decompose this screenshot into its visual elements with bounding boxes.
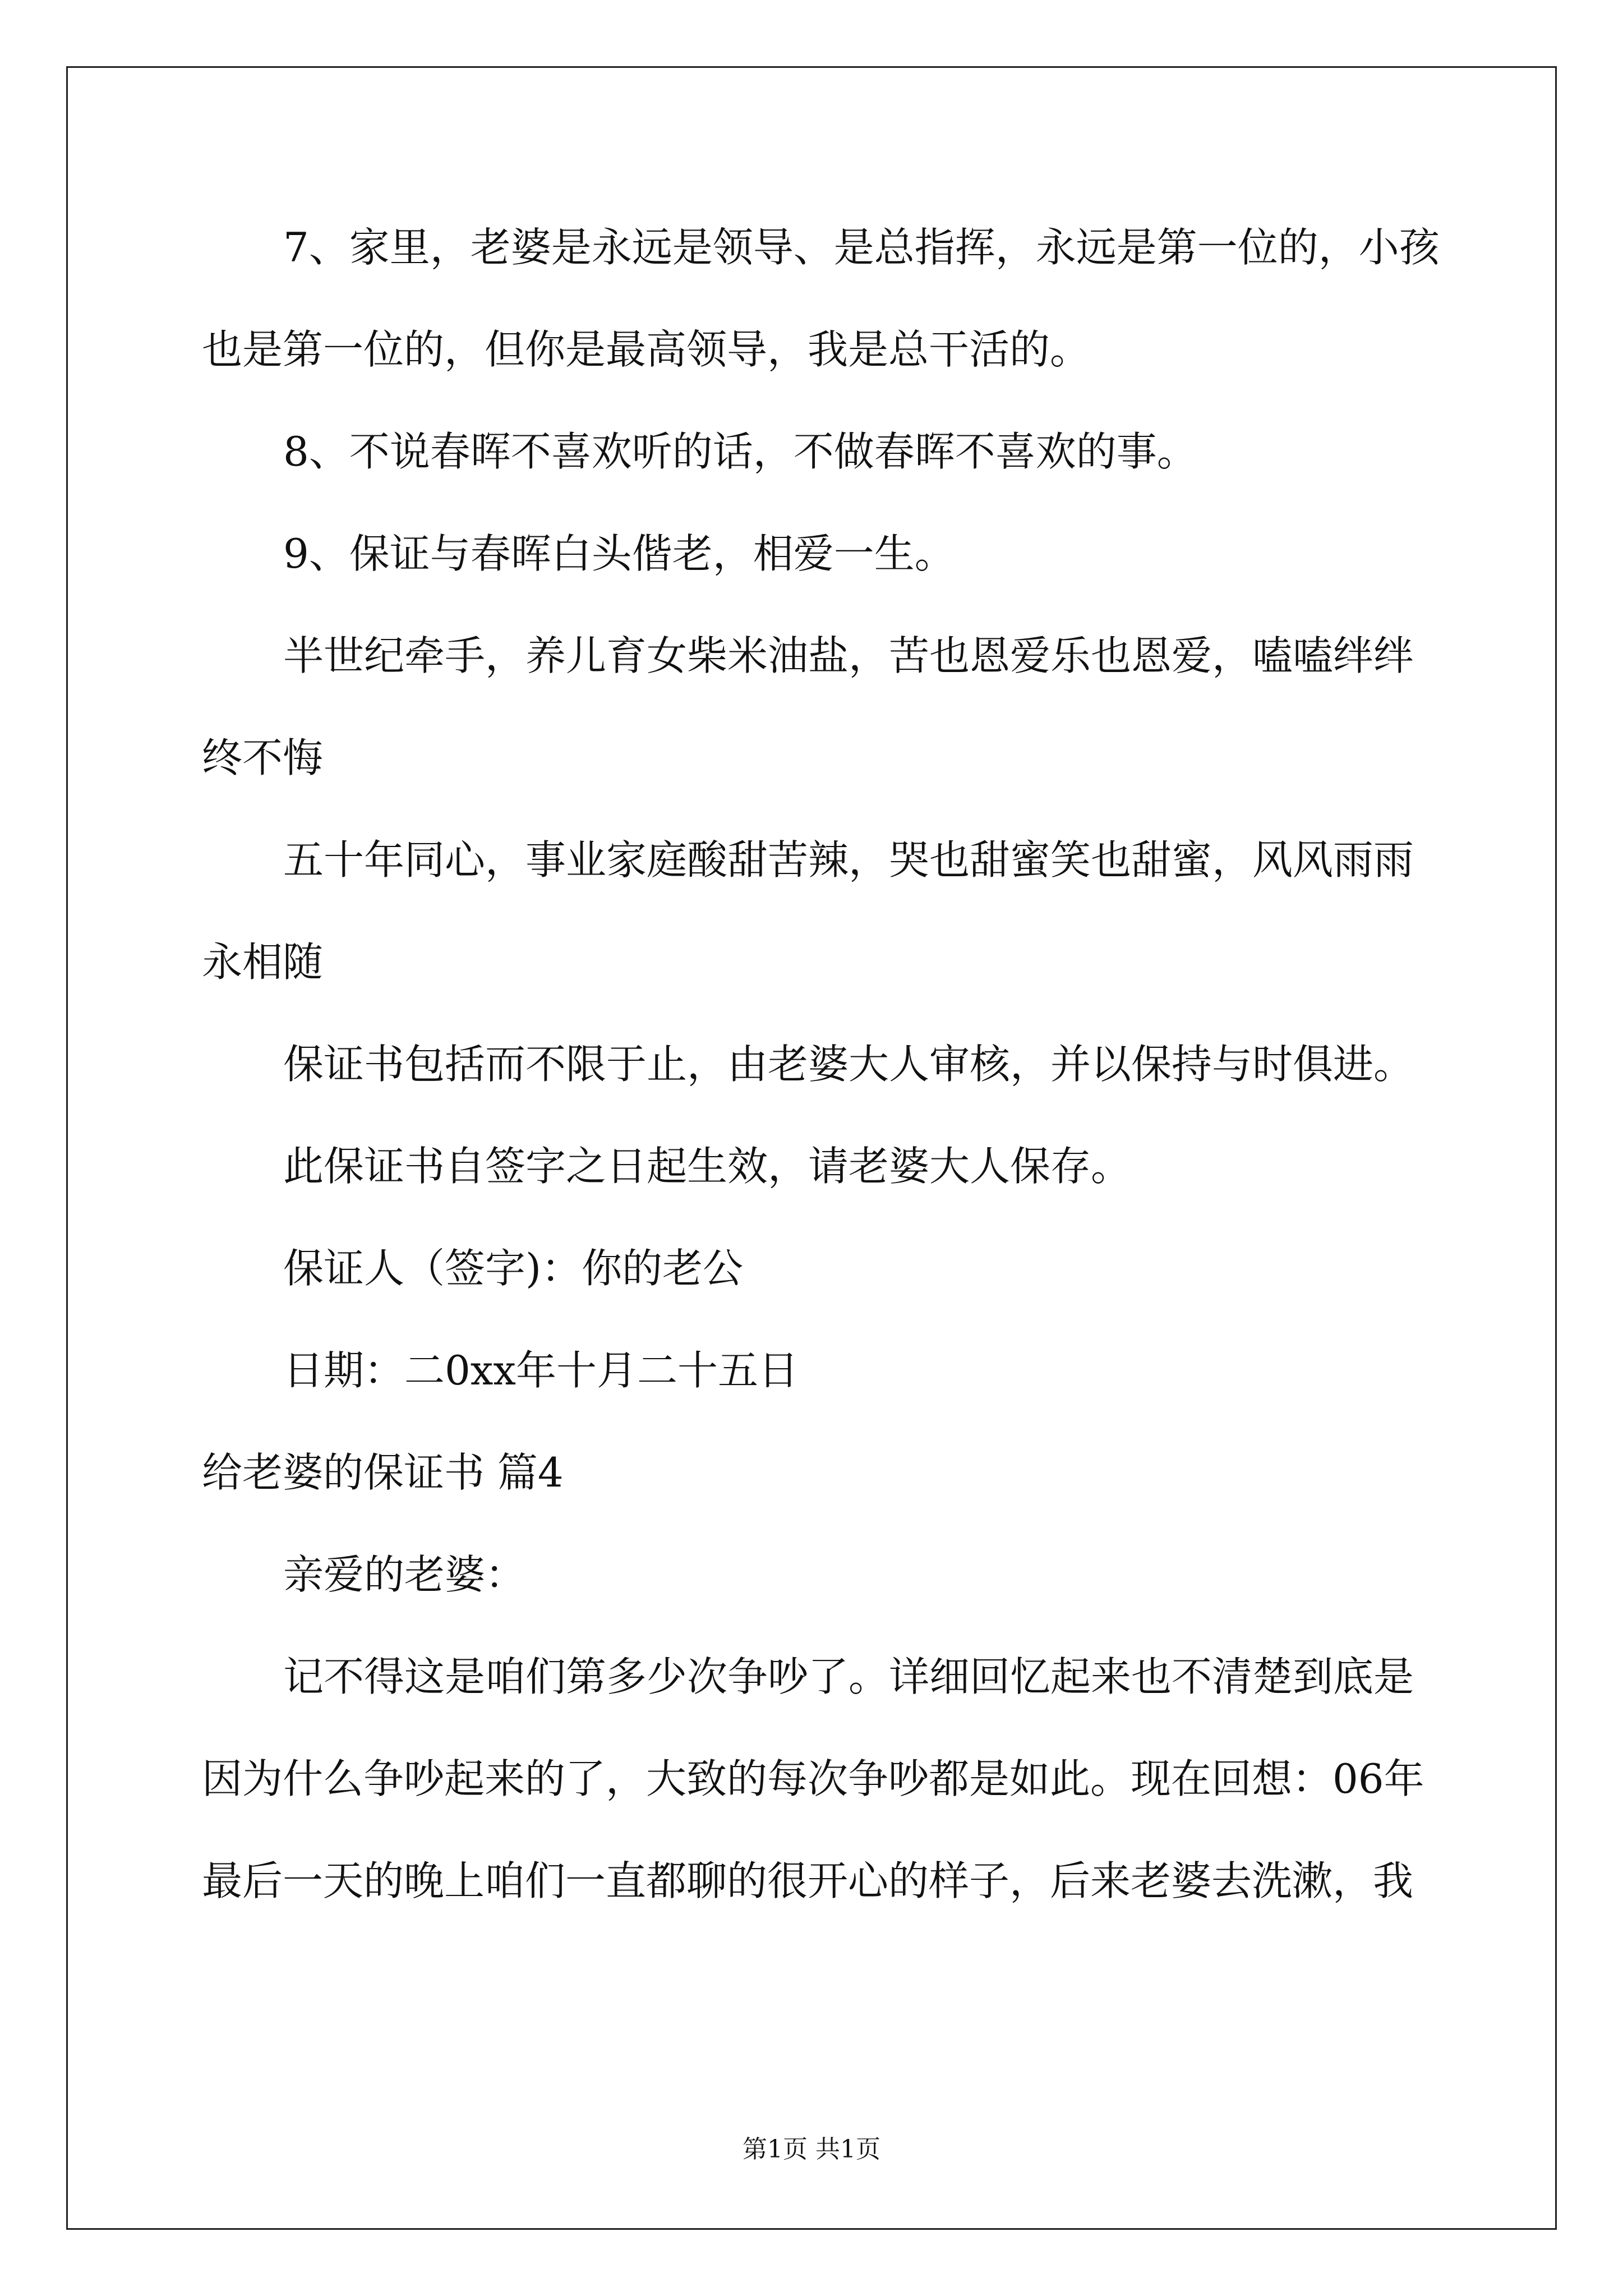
document-body [202,196,1440,1932]
paragraph-line: 五十年同心，事业家庭酸甜苦辣，哭也甜蜜笑也甜蜜，风风雨雨 [283,836,1414,884]
paragraph-line: 记不得这是咱们第多少次争吵了。详细回忆起来也不清楚到底是 [283,1653,1414,1700]
paragraph-line: 此保证书自签字之日起生效，请老婆大人保存。 [283,1143,1132,1190]
paragraph-line: 也是第一位的，但你是最高领导，我是总干活的。 [202,326,1091,373]
page-footer: 第1页 共1页 [743,2135,880,2164]
date-line: 日期：二0xx年十月二十五日 [283,1347,799,1394]
signature-line: 保证人（签字)：你的老公 [283,1245,744,1292]
section-heading: 给老婆的保证书 篇4 [202,1449,564,1496]
paragraph-line: 保证书包括而不限于止，由老婆大人审核，并以保持与时俱进。 [283,1041,1414,1088]
paragraph-line: 8、不说春晖不喜欢听的话，不做春晖不喜欢的事。 [283,428,1197,475]
paragraph-line: 半世纪牵手，养儿育女柴米油盐，苦也恩爱乐也恩爱，嗑嗑绊绊 [283,632,1414,679]
paragraph-line: 终不悔 [202,734,324,781]
paragraph-line: 7、家里，老婆是永远是领导、是总指挥，永远是第一位的，小孩 [283,224,1440,271]
salutation-line: 亲爱的老婆： [283,1551,526,1598]
paragraph-line: 最后一天的晚上咱们一直都聊的很开心的样子，后来老婆去洗漱，我 [202,1857,1414,1904]
paragraph-line: 9、保证与春晖白头偕老，相爱一生。 [283,530,955,577]
paragraph-line: 永相随 [202,938,324,986]
paragraph-line: 因为什么争吵起来的了，大致的每次争吵都是如此。现在回想：06年 [202,1755,1424,1802]
